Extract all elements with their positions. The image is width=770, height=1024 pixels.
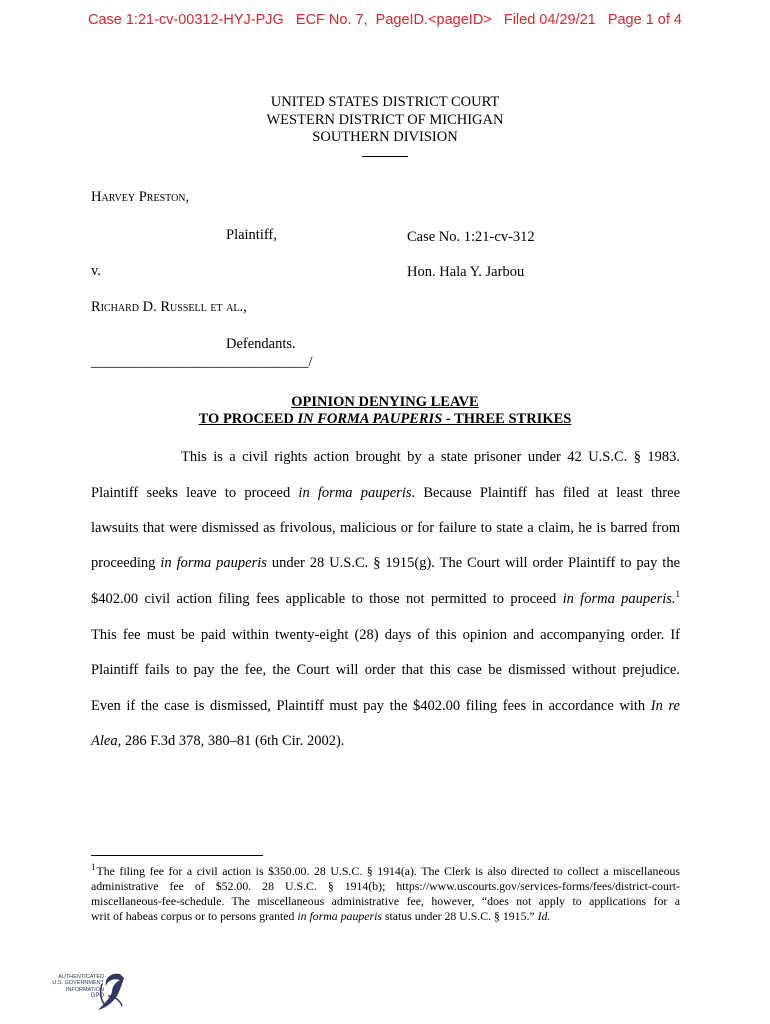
body-italic: Alea — [91, 733, 118, 749]
body-line — [91, 591, 680, 608]
body-text: . Because Plaintiff has filed at least three — [411, 485, 681, 501]
defendant-name: Richard D. Russell et al., — [91, 299, 247, 315]
opinion-title — [0, 394, 770, 428]
court-district: WESTERN DISTRICT OF MICHIGAN — [266, 111, 504, 128]
defendant-role: Defendants. — [226, 336, 296, 352]
seal-line: INFORMATION — [65, 986, 104, 993]
gpo-eagle-icon — [90, 970, 130, 1014]
body-text: Plaintiff seeks leave to proceed — [91, 485, 299, 501]
body-line — [91, 555, 680, 572]
footnote-line: miscellaneous-fee-schedule. The miscellaneous administrative fee, however, “does not apply to applications for a — [91, 894, 680, 908]
court-division: SOUTHERN DIVISION — [312, 129, 458, 145]
body-line — [91, 733, 680, 750]
body-text: under 28 U.S.C. § 1915(g). The Court will order Plaintiff to pay the — [266, 555, 681, 571]
seal-line: AUTHENTICATED — [58, 974, 104, 980]
footnote-line — [91, 909, 680, 924]
body-text: $402.00 civil action filing fees applicable to those not permitted to proceed — [91, 591, 563, 607]
body-line: Plaintiff fails to pay the fee, the Court will order that this case be dismissed without prejudice. — [91, 662, 680, 678]
footnote-line: administrative fee of $52.00. 28 U.S.C. § 1914(b); https://www.uscourts.gov/services-forms/fees/district-court- — [91, 879, 680, 893]
body-italic: in forma pauperis — [298, 485, 412, 501]
body-text: proceeding — [91, 555, 161, 571]
court-heading-rule — [362, 156, 408, 157]
footnote-text: The filing fee for a civil action is $350.00. 28 U.S.C. § 1914(a). The Clerk is also directed to collect a miscellaneous — [96, 864, 680, 878]
caption-closing-rule: ______________________________/ — [91, 354, 313, 370]
body-line: This fee must be paid within twenty-eight (28) days of this opinion and accompanying order. If — [91, 627, 680, 643]
body-line: This is a civil rights action brought by a state prisoner under 42 U.S.C. § 1983. — [181, 449, 680, 465]
case-number: Case No. 1:21-cv-312 — [407, 229, 535, 245]
footnote — [91, 864, 680, 924]
footnote-separator — [91, 855, 263, 856]
versus: v. — [91, 263, 101, 279]
plaintiff-role: Plaintiff, — [226, 227, 277, 243]
footnote-italic: in forma pauperis — [297, 909, 382, 923]
title-line-2-italic: IN FORMA PAUPERIS — [297, 411, 443, 427]
title-line-2-end: - THREE STRIKES — [442, 411, 572, 427]
ecf-filing-header: Case 1:21-cv-00312-HYJ-PJG ECF No. 7, PageID.<pageID> Filed 04/29/21 Page 1 of 4 — [87, 12, 682, 28]
footnote-italic: Id. — [537, 909, 551, 923]
gpo-authentication-seal — [42, 970, 134, 1014]
body-text: , 286 F.3d 378, 380–81 (6th Cir. 2002). — [117, 733, 345, 749]
footnote-line — [91, 864, 680, 879]
seal-line: GPO — [90, 993, 104, 1000]
footnote-text: writ of habeas corpus or to persons granted — [91, 909, 298, 923]
body-italic: in forma pauperis — [160, 555, 267, 571]
seal-line: U.S. GOVERNMENT — [52, 980, 104, 987]
footnote-marker: 1 — [91, 862, 96, 873]
body-line — [91, 485, 680, 502]
court-name: UNITED STATES DISTRICT COURT — [270, 94, 500, 110]
plaintiff-name: Harvey Preston, — [91, 189, 190, 205]
footnote-text: status under 28 U.S.C. § 1915.” — [381, 909, 538, 923]
body-line: lawsuits that were dismissed as frivolous, malicious or for failure to state a claim, he is barred from — [91, 520, 680, 536]
body-line — [91, 698, 680, 715]
body-text: Even if the case is dismissed, Plaintiff must pay the $402.00 filing fees in accordance with — [91, 698, 651, 714]
body-italic: In re — [650, 698, 680, 714]
title-line-1: OPINION DENYING LEAVE — [291, 394, 479, 410]
court-heading — [0, 94, 770, 157]
footnote-reference: 1 — [675, 589, 681, 600]
title-line-2-start: TO PROCEED — [198, 411, 298, 427]
body-italic: in forma pauperis. — [562, 591, 676, 607]
judge-name: Hon. Hala Y. Jarbou — [407, 264, 525, 280]
